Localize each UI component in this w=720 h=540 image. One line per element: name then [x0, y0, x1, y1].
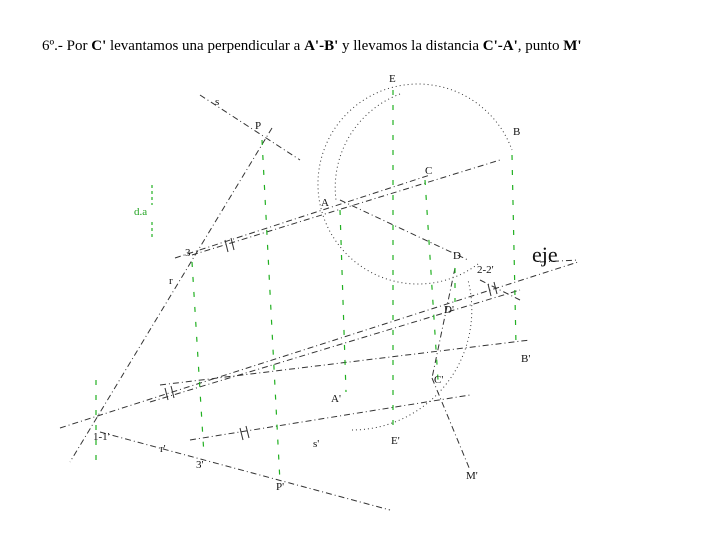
upper-circle-arc: [318, 84, 512, 284]
label-3-prime: 3': [196, 459, 204, 471]
green-line-c: [425, 180, 438, 380]
caption-point-m: M': [563, 38, 582, 54]
caption-text-4: , punto: [517, 38, 564, 54]
label-a: A: [321, 197, 329, 209]
label-d: D: [453, 250, 461, 262]
line-a-d: [340, 200, 468, 260]
tick-mark: [240, 428, 243, 440]
label-p-prime: P': [276, 481, 285, 493]
line-r: [70, 128, 272, 462]
line-s-prime: [190, 395, 470, 440]
green-line-b: [512, 155, 516, 345]
tick-mark: [231, 238, 234, 250]
label-r: r: [169, 275, 173, 287]
label-e: E: [389, 73, 396, 85]
line-2-2: [480, 280, 520, 300]
green-line-a: [340, 210, 346, 392]
label-3: 3: [185, 247, 191, 259]
line-3-eje: [192, 160, 500, 255]
label-c-prime: C': [434, 374, 444, 386]
line-d-cprime: [432, 268, 455, 378]
caption-text-2: levantamos una perpendicular a: [106, 38, 305, 54]
tick-mark: [246, 426, 249, 438]
label-da: d.a: [134, 206, 148, 218]
upper-circle-arc-left: [335, 94, 400, 200]
label-2-2: 2-2': [477, 264, 494, 276]
label-c: C: [425, 165, 433, 177]
line-perpendicular-c: [432, 378, 470, 470]
line-3-d: [175, 175, 430, 258]
label-s-prime: s': [313, 438, 320, 450]
tick-mark: [165, 388, 168, 400]
label-a-prime: A': [331, 393, 341, 405]
label-e-prime: E': [391, 435, 400, 447]
label-eje: eje: [532, 242, 558, 267]
label-r-prime: r': [160, 443, 166, 455]
label-b-prime: B': [521, 353, 531, 365]
tick-mark: [225, 240, 228, 252]
label-b: B: [513, 126, 521, 138]
label-p: P: [255, 120, 262, 132]
line-mid-bprime: [150, 290, 520, 402]
label-d-prime: D': [444, 304, 454, 316]
caption-point-c: C': [91, 38, 107, 54]
caption-segment-ab: A'-B': [304, 38, 339, 54]
caption-segment-ca: C'-A': [482, 38, 518, 54]
label-1-1: 1-1': [93, 431, 110, 443]
line-eje: [60, 262, 578, 428]
green-line-3: [192, 262, 204, 455]
caption-text-1: 6º.- Por: [42, 38, 92, 54]
label-s: s: [215, 96, 220, 108]
tick-mark: [488, 284, 491, 296]
caption-text-3: y llevamos la distancia: [338, 38, 483, 54]
line-r-prime: [100, 432, 390, 510]
label-m-prime: M': [466, 470, 478, 482]
green-line-p: [262, 140, 280, 482]
lower-circle-arc: [352, 280, 472, 430]
